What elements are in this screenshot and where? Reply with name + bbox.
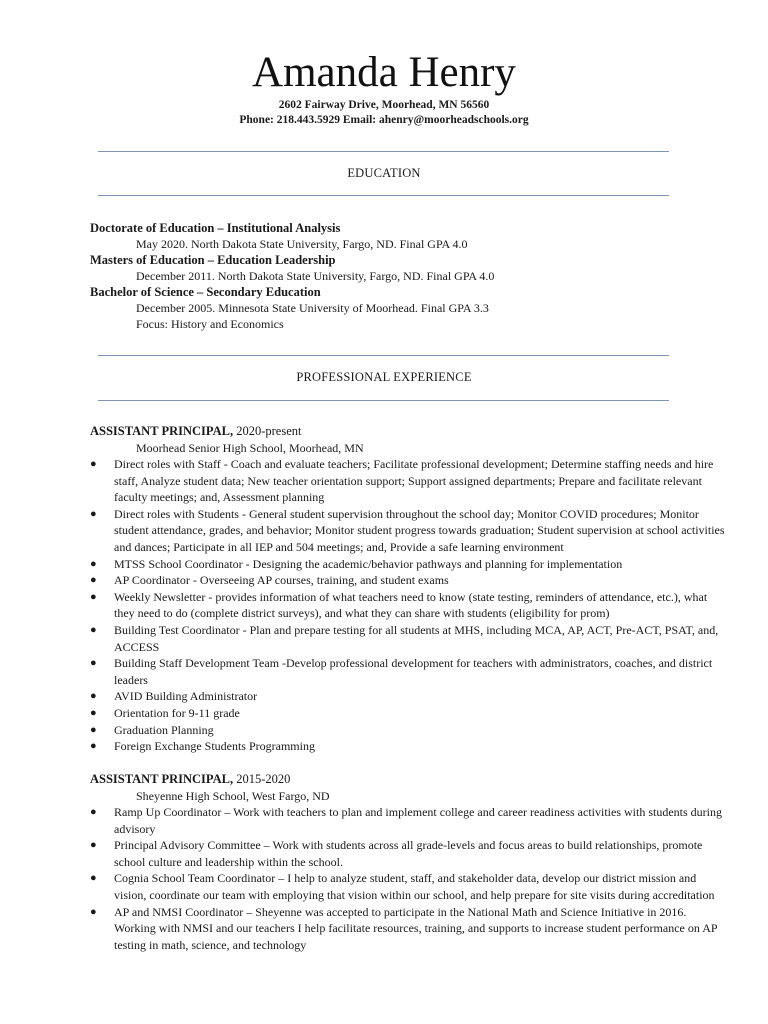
bullet-icon: ● bbox=[90, 574, 97, 587]
duty-text: AVID Building Administrator bbox=[114, 689, 258, 704]
duty-text: Ramp Up Coordinator – Work with teachers to plan and implement college and career readiness activities with students during advisory bbox=[114, 805, 722, 836]
duty-list-item bbox=[90, 722, 730, 739]
bullet-icon: ● bbox=[90, 872, 97, 885]
bullet-icon: ● bbox=[90, 706, 97, 719]
section-divider bbox=[98, 355, 669, 356]
duty-list-item bbox=[90, 655, 730, 688]
duty-text: Cognia School Team Coordinator – I help to analyze student, staff, and stakeholder data, develop our district mission and vision, coordinate our team with employing that vision within our school, and help prepare for site visits during accreditation bbox=[114, 871, 715, 902]
bullet-icon: ● bbox=[90, 590, 97, 603]
degree-details: December 2011. North Dakota State University, Fargo, ND. Final GPA 4.0 bbox=[136, 269, 495, 283]
candidate-name: Amanda Henry bbox=[252, 49, 516, 96]
duty-text: Weekly Newsletter - provides information of what teachers need to know (state testing, reminders of attendance, etc.), what they need to do (complete district surveys), and what they can share with students (eligibility for prom) bbox=[114, 589, 708, 621]
experience-heading: PROFESSIONAL EXPERIENCE bbox=[296, 370, 472, 384]
duty-list-item bbox=[90, 870, 730, 903]
degree-details: May 2020. North Dakota State University, Fargo, ND. Final GPA 4.0 bbox=[136, 237, 468, 251]
education-heading: EDUCATION bbox=[347, 166, 421, 180]
duty-list-item bbox=[90, 456, 730, 506]
bullet-icon: ● bbox=[90, 839, 97, 852]
job-title bbox=[90, 771, 290, 787]
bullet-icon: ● bbox=[90, 723, 97, 736]
section-divider bbox=[98, 400, 669, 401]
duty-text: Graduation Planning bbox=[114, 722, 214, 737]
duty-text: MTSS School Coordinator - Designing the academic/behavior pathways and planning for implementation bbox=[114, 556, 623, 571]
duty-text: Principal Advisory Committee – Work with students across all grade-levels and focus areas to build relationships, promote school culture and leadership within the school. bbox=[114, 838, 703, 869]
job-title bbox=[90, 423, 301, 439]
degree-focus: Focus: History and Economics bbox=[136, 317, 284, 331]
duty-text: Orientation for 9-11 grade bbox=[114, 705, 240, 720]
duty-text: AP and NMSI Coordinator – Sheyenne was accepted to participate in the National Math and Science Initiative in 2016. Working with NMSI and our teachers I help facilitate resources, training, and supports to increase student performance on AP testing in math, science, and technology bbox=[114, 904, 718, 952]
duty-list-item bbox=[90, 804, 730, 837]
duty-text: Building Test Coordinator - Plan and prepare testing for all students at MHS, including MCA, AP, ACT, Pre-ACT, PSAT, and, ACCESS bbox=[114, 622, 719, 654]
duty-list-item bbox=[90, 589, 730, 622]
section-divider bbox=[98, 151, 669, 152]
duty-list-item bbox=[90, 622, 730, 655]
duty-text: Direct roles with Staff - Coach and evaluate teachers; Facilitate professional development; Determine staffing needs and hire staff, Analyze student data; New teacher orientation support; Support assigned departments; Prepare and facilitate relevant faculty meetings; and, Assessment planning bbox=[114, 457, 714, 505]
job-duties-list bbox=[90, 456, 730, 755]
job-organization: Moorhead Senior High School, Moorhead, MN bbox=[136, 441, 364, 455]
address-line: 2602 Fairway Drive, Moorhead, MN 56560 bbox=[278, 99, 490, 111]
section-divider bbox=[98, 195, 669, 196]
duty-list-item bbox=[90, 738, 730, 755]
job-dates: 2015-2020 bbox=[233, 772, 291, 786]
bullet-icon: ● bbox=[90, 557, 97, 570]
duty-list-item bbox=[90, 506, 730, 556]
job-role: ASSISTANT PRINCIPAL, bbox=[90, 772, 234, 786]
bullet-icon: ● bbox=[90, 507, 97, 520]
job-role: ASSISTANT PRINCIPAL, bbox=[90, 424, 234, 438]
bullet-icon: ● bbox=[90, 690, 97, 703]
duty-text: Foreign Exchange Students Programming bbox=[114, 739, 315, 754]
contact-line: Phone: 218.443.5929 Email: ahenry@moorheadschools.org bbox=[239, 114, 529, 126]
degree-title: Masters of Education – Education Leadership bbox=[90, 253, 336, 267]
degree-details: December 2005. Minnesota State University of Moorhead. Final GPA 3.3 bbox=[136, 301, 489, 315]
duty-text: AP Coordinator - Overseeing AP courses, training, and student exams bbox=[114, 573, 449, 588]
duty-text: Building Staff Development Team -Develop professional development for teachers with administrators, coaches, and district leaders bbox=[114, 656, 713, 687]
duty-list-item bbox=[90, 705, 730, 722]
job-dates: 2020-present bbox=[233, 424, 302, 438]
bullet-icon: ● bbox=[90, 657, 97, 670]
degree-title: Bachelor of Science – Secondary Education bbox=[90, 285, 321, 299]
duty-list-item bbox=[90, 904, 730, 954]
bullet-icon: ● bbox=[90, 623, 97, 636]
bullet-icon: ● bbox=[90, 740, 97, 753]
bullet-icon: ● bbox=[90, 905, 97, 918]
bullet-icon: ● bbox=[90, 458, 97, 470]
duty-text: Direct roles with Students - General student supervision throughout the school day; Monitor COVID procedures; Monitor student attendance, grades, and behavior; Monitor student progress towards graduation; Student supervision at school activities and dances; Participate in all IEP and 504 meetings; and, Provide a safe learning environment bbox=[114, 506, 725, 554]
bullet-icon: ● bbox=[90, 806, 97, 818]
duty-list-item bbox=[90, 572, 730, 589]
duty-list-item bbox=[90, 837, 730, 870]
job-duties-list bbox=[90, 804, 730, 953]
degree-title: Doctorate of Education – Institutional Analysis bbox=[90, 221, 341, 235]
job-organization: Sheyenne High School, West Fargo, ND bbox=[136, 789, 330, 803]
duty-list-item bbox=[90, 688, 730, 705]
duty-list-item bbox=[90, 556, 730, 573]
